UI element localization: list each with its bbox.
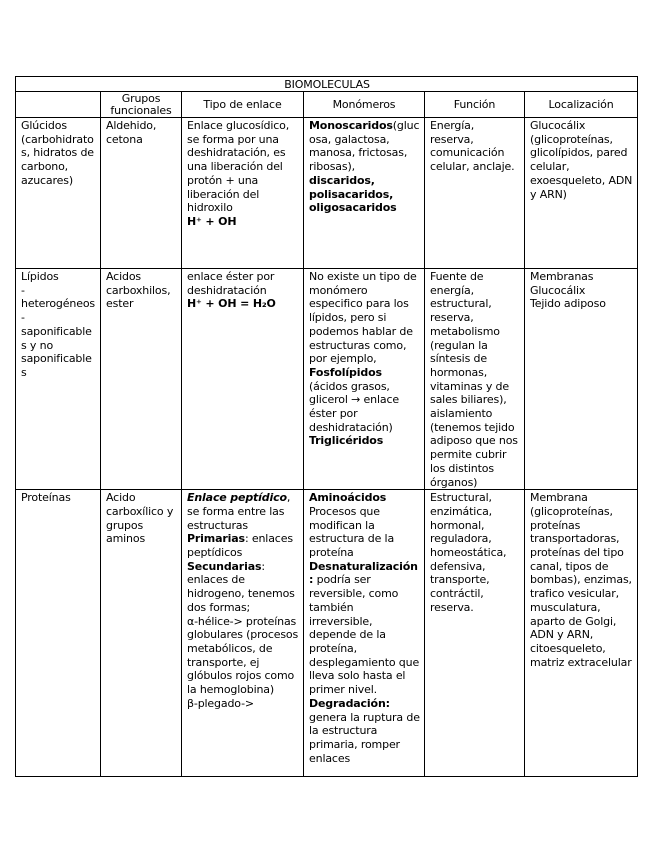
header-grupos-funcionales: Grupos funcionales <box>101 92 182 118</box>
biomoleculas-table <box>15 76 638 777</box>
header-row <box>16 92 638 118</box>
monomer-term: discaridos, polisacaridos, oligosacaridos <box>309 173 397 215</box>
table-row-lipidos <box>16 269 638 490</box>
enlace-text: enlace éster por deshidratación <box>187 270 275 297</box>
enlace-text: : enlaces de hidrogeno, tenemos dos formas; <box>187 559 295 614</box>
header-tipo-de-enlace: Tipo de enlace <box>182 92 304 118</box>
enlace-text: α-hélice-> proteínas globulares (procesos metabólicos, de transporte, ej glóbulos rojos como la hemoglobina) <box>187 614 299 697</box>
localizacion-line: Membranas <box>530 270 594 283</box>
monomer-term: Triglicéridos <box>309 434 384 448</box>
monomer-term: Fosfolípidos <box>309 365 382 379</box>
localizacion-line: Tejido adiposo <box>530 297 606 311</box>
table-row-proteinas <box>16 490 638 777</box>
cell-biomolecule-name: Glúcidos (carbohidratos, hidratos de carbono, azucares) <box>16 118 101 269</box>
document-page <box>15 76 638 777</box>
monomer-text: (ácidos grasos, glicerol → enlace éster por deshidratación) <box>309 379 399 434</box>
cell-enlace <box>182 118 304 269</box>
monomer-text: (glucosa, galactosa, manosa, frictosas, ribosas), <box>309 119 420 174</box>
cell-funcion: Estructural, enzimática, hormonal, reguladora, homeostática, defensiva, transporte, contráctil, reserva. <box>425 490 525 777</box>
cell-monomeros <box>304 269 425 490</box>
monomer-text: podría ser reversible, como también irreversible, depende de la proteína, desplegamiento que lleva solo hasta el primer nivel. <box>309 573 420 697</box>
cell-funcion: Fuente de energía, estructural, reserva, metabolismo (regulan la síntesis de hormonas, vitaminas y de sales biliares), aislamiento (tenemos tejido adiposo que nos permite cubrir los distintos órganos) <box>425 269 525 490</box>
cell-enlace <box>182 490 304 777</box>
cell-grupos: Acidos carboxhilos, ester <box>101 269 182 490</box>
monomer-term: Aminoácidos <box>309 491 387 505</box>
enlace-term: Enlace peptídico <box>187 491 287 505</box>
monomer-term: Degradación: <box>309 696 390 710</box>
table-row-glucidos <box>16 118 638 269</box>
cell-funcion: Energía, reserva, comunicación celular, anclaje. <box>425 118 525 269</box>
cell-monomeros <box>304 118 425 269</box>
header-funcion: Función <box>425 92 525 118</box>
header-monomeros: Monómeros <box>304 92 425 118</box>
enlace-text: β-plegado-> <box>187 696 254 710</box>
name-line: Lípidos <box>21 270 59 283</box>
monomer-term: Monoscaridos <box>309 119 393 132</box>
cell-monomeros <box>304 490 425 777</box>
monomer-text: No existe un tipo de monómero especifico para los lípidos, pero si podemos hablar de estructuras como, por ejemplo, <box>309 270 417 366</box>
enlace-text: , se forma entre las estructuras <box>187 491 291 532</box>
enlace-text: : enlaces peptídicos <box>187 532 293 560</box>
enlace-text: Enlace glucosídico, se forma por una deshidratación, es una liberación del protón + una liberación del hidroxilo <box>187 119 290 215</box>
localizacion-line: Glucocálix <box>530 283 586 297</box>
enlace-term: Primarias <box>187 532 245 546</box>
name-line: - saponificables y no saponificables <box>21 311 92 379</box>
monomer-term: Desnaturalización: <box>309 559 418 587</box>
cell-enlace <box>182 269 304 490</box>
cell-localizacion: Glucocálix (glicoproteínas, glicolípidos, pared celular, exoesqueleto, ADN y ARN) <box>525 118 638 269</box>
cell-localizacion <box>525 269 638 490</box>
enlace-formula: H⁺ + OH = H₂O <box>187 297 276 311</box>
name-line: - heterogéneos <box>21 283 95 311</box>
monomer-text: genera la ruptura de la estructura primaria, romper enlaces <box>309 710 420 765</box>
enlace-term: Secundarias <box>187 559 262 573</box>
monomer-text: Procesos que modifican la estructura de la proteína <box>309 504 395 560</box>
cell-grupos: Acido carboxílico y grupos aminos <box>101 490 182 777</box>
table-title: BIOMOLECULAS <box>16 77 638 92</box>
cell-localizacion: Membrana (glicoproteínas, proteínas transportadoras, proteínas del tipo canal, tipos de bombas), enzimas, trafico vesicular, musculatura, aparto de Golgi, ADN y ARN, citoesqueleto, matriz extracelular <box>525 490 638 777</box>
header-empty <box>16 92 101 118</box>
cell-biomolecule-name <box>16 269 101 490</box>
header-localizacion: Localización <box>525 92 638 118</box>
cell-biomolecule-name: Proteínas <box>16 490 101 777</box>
cell-grupos: Aldehido, cetona <box>101 118 182 269</box>
enlace-formula: H⁺ + OH <box>187 214 237 228</box>
